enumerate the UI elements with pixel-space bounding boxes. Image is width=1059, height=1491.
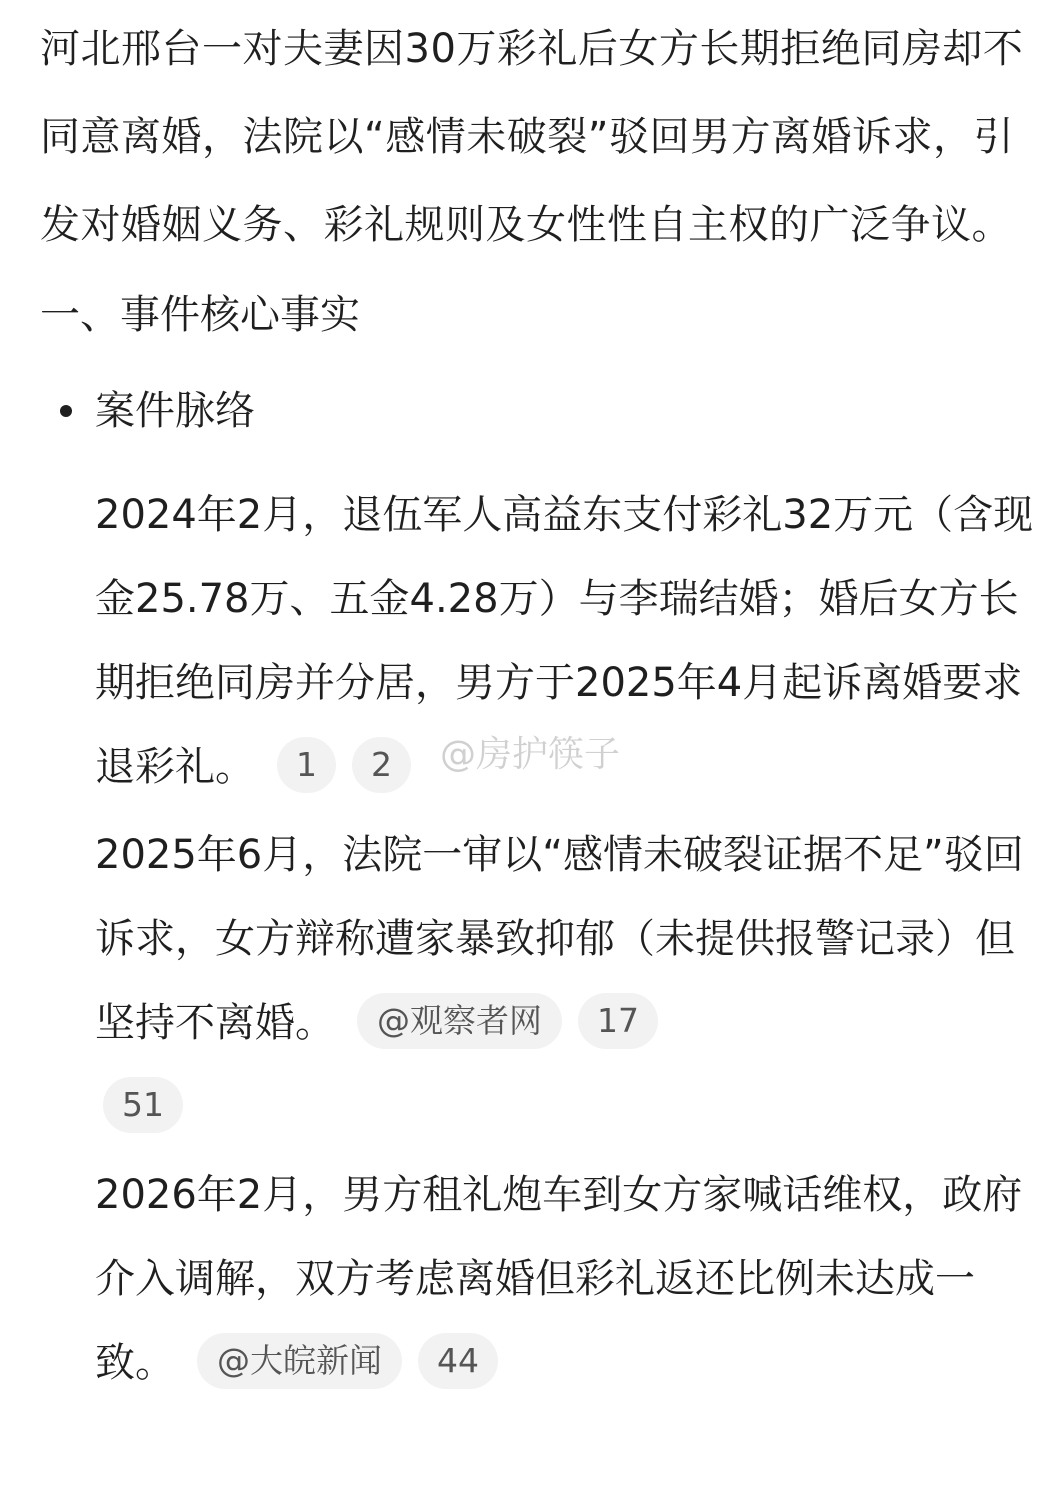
paragraph-text: 2024年2月，退伍军人高益东支付彩礼32万元（含现金25.78万、五金4.28万）与李瑞结婚；婚后女方长期拒绝同房并分居，男方于2025年4月起诉离婚要求退彩礼。 — [95, 492, 1034, 790]
reference-chip[interactable]: 1 — [277, 737, 336, 793]
bullet-label: 案件脉络 — [95, 388, 255, 434]
timeline-paragraph-1 — [95, 473, 1040, 809]
section-heading: 一、事件核心事实 — [40, 292, 360, 338]
paragraph-text: 2026年2月，男方租礼炮车到女方家喊话维权，政府介入调解，双方考虑离婚但彩礼返还比例未达成一致。 — [95, 1172, 1023, 1386]
bullet-dot-icon — [60, 405, 72, 417]
timeline-paragraph-2 — [95, 813, 1040, 1149]
reference-chip[interactable]: 44 — [418, 1333, 498, 1389]
reference-chip[interactable]: 51 — [103, 1077, 183, 1133]
intro-paragraph: 河北邢台一对夫妻因30万彩礼后女方长期拒绝同房却不同意离婚，法院以“感情未破裂”驳回男方离婚诉求，引发对婚姻义务、彩礼规则及女性性自主权的广泛争议。 — [40, 26, 1024, 248]
reference-chip[interactable]: 2 — [352, 737, 411, 793]
source-chip[interactable]: @观察者网 — [357, 993, 562, 1049]
source-chip[interactable]: @大皖新闻 — [197, 1333, 402, 1389]
timeline-paragraph-3 — [95, 1153, 1040, 1405]
paragraph-text: 2025年6月，法院一审以“感情未破裂证据不足”驳回诉求，女方辩称遭家暴致抑郁（未提供报警记录）但坚持不离婚。 — [95, 832, 1024, 1046]
article-body — [40, 0, 1040, 1405]
bullet-item — [40, 367, 1040, 455]
reference-chip[interactable]: 17 — [578, 993, 658, 1049]
watermark: @房护筷子 — [440, 734, 621, 775]
